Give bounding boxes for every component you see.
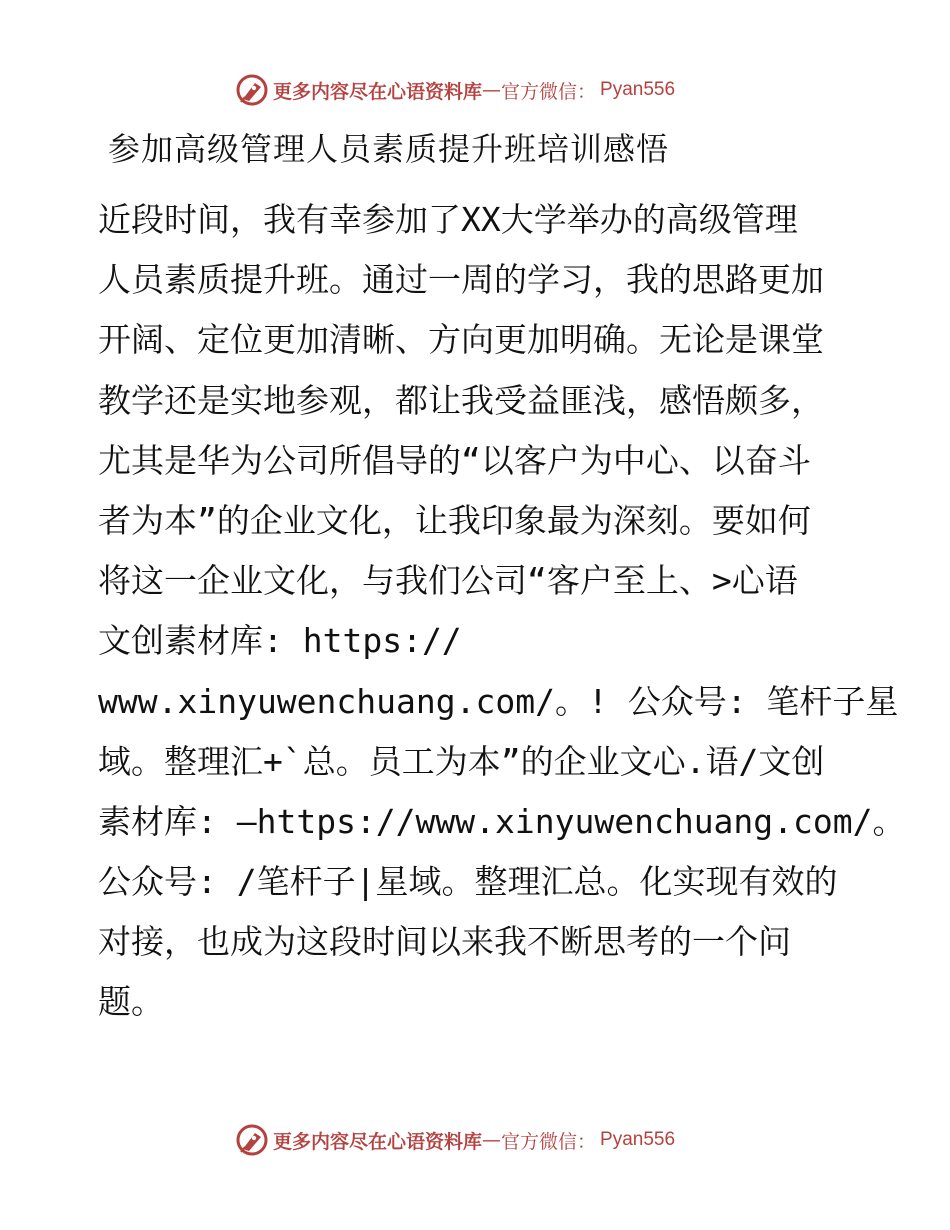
banner-separator: —: [482, 1129, 502, 1151]
body-line: 文创素材库: https://: [98, 621, 462, 661]
body-line: 将这一企业文化，与我们公司“客户至上、>心语: [98, 561, 798, 601]
pen-nib-logo-icon: [235, 1123, 269, 1157]
body-line: 人员素质提升班。通过一周的学习，我的思路更加: [98, 260, 824, 300]
body-line: 者为本”的企业文化，让我印象最为深刻。要如何: [98, 500, 811, 540]
body-line: 近段时间，我有幸参加了XX大学举办的高级管理: [98, 200, 798, 239]
header-banner: [235, 72, 715, 108]
body-line: 公众号: /笔杆子|星域。整理汇总。化实现有效的: [98, 862, 838, 902]
body-line: 教学还是实地参观，都让我受益匪浅，感悟颇多，: [98, 380, 824, 420]
body-line: 题。: [98, 982, 164, 1022]
banner-separator: —: [482, 79, 502, 101]
banner-wechat-handle: Pyan556: [600, 1129, 676, 1150]
banner-contact-label: 官方微信：: [501, 80, 597, 103]
body-line: www.xinyuwenchuang.com/。! 公众号: 笔杆子星: [98, 681, 899, 721]
body-line: 对接，也成为这段时间以来我不断思考的一个问: [98, 922, 791, 962]
banner-promo-text: 更多内容尽在心语资料库: [273, 1130, 483, 1153]
body-line: 开阔、定位更加清晰、方向更加明确。无论是课堂: [98, 320, 824, 360]
body-paragraph: [98, 190, 906, 1033]
body-line: 尤其是华为公司所倡导的“以客户为中心、以奋斗: [98, 440, 811, 480]
body-line: 素材库: —https://www.xinyuwenchuang.com/。: [98, 801, 906, 841]
body-line: 域。整理汇+`总。员工为本”的企业文心.语/文创: [98, 741, 825, 781]
banner-contact-label: 官方微信：: [501, 1130, 597, 1153]
banner-promo-text: 更多内容尽在心语资料库: [273, 80, 483, 103]
banner-wechat-handle: Pyan556: [600, 79, 676, 100]
pen-nib-logo-icon: [235, 73, 269, 107]
footer-banner: [235, 1122, 715, 1158]
document-title: 参加高级管理人员素质提升班培训感悟: [108, 130, 670, 168]
